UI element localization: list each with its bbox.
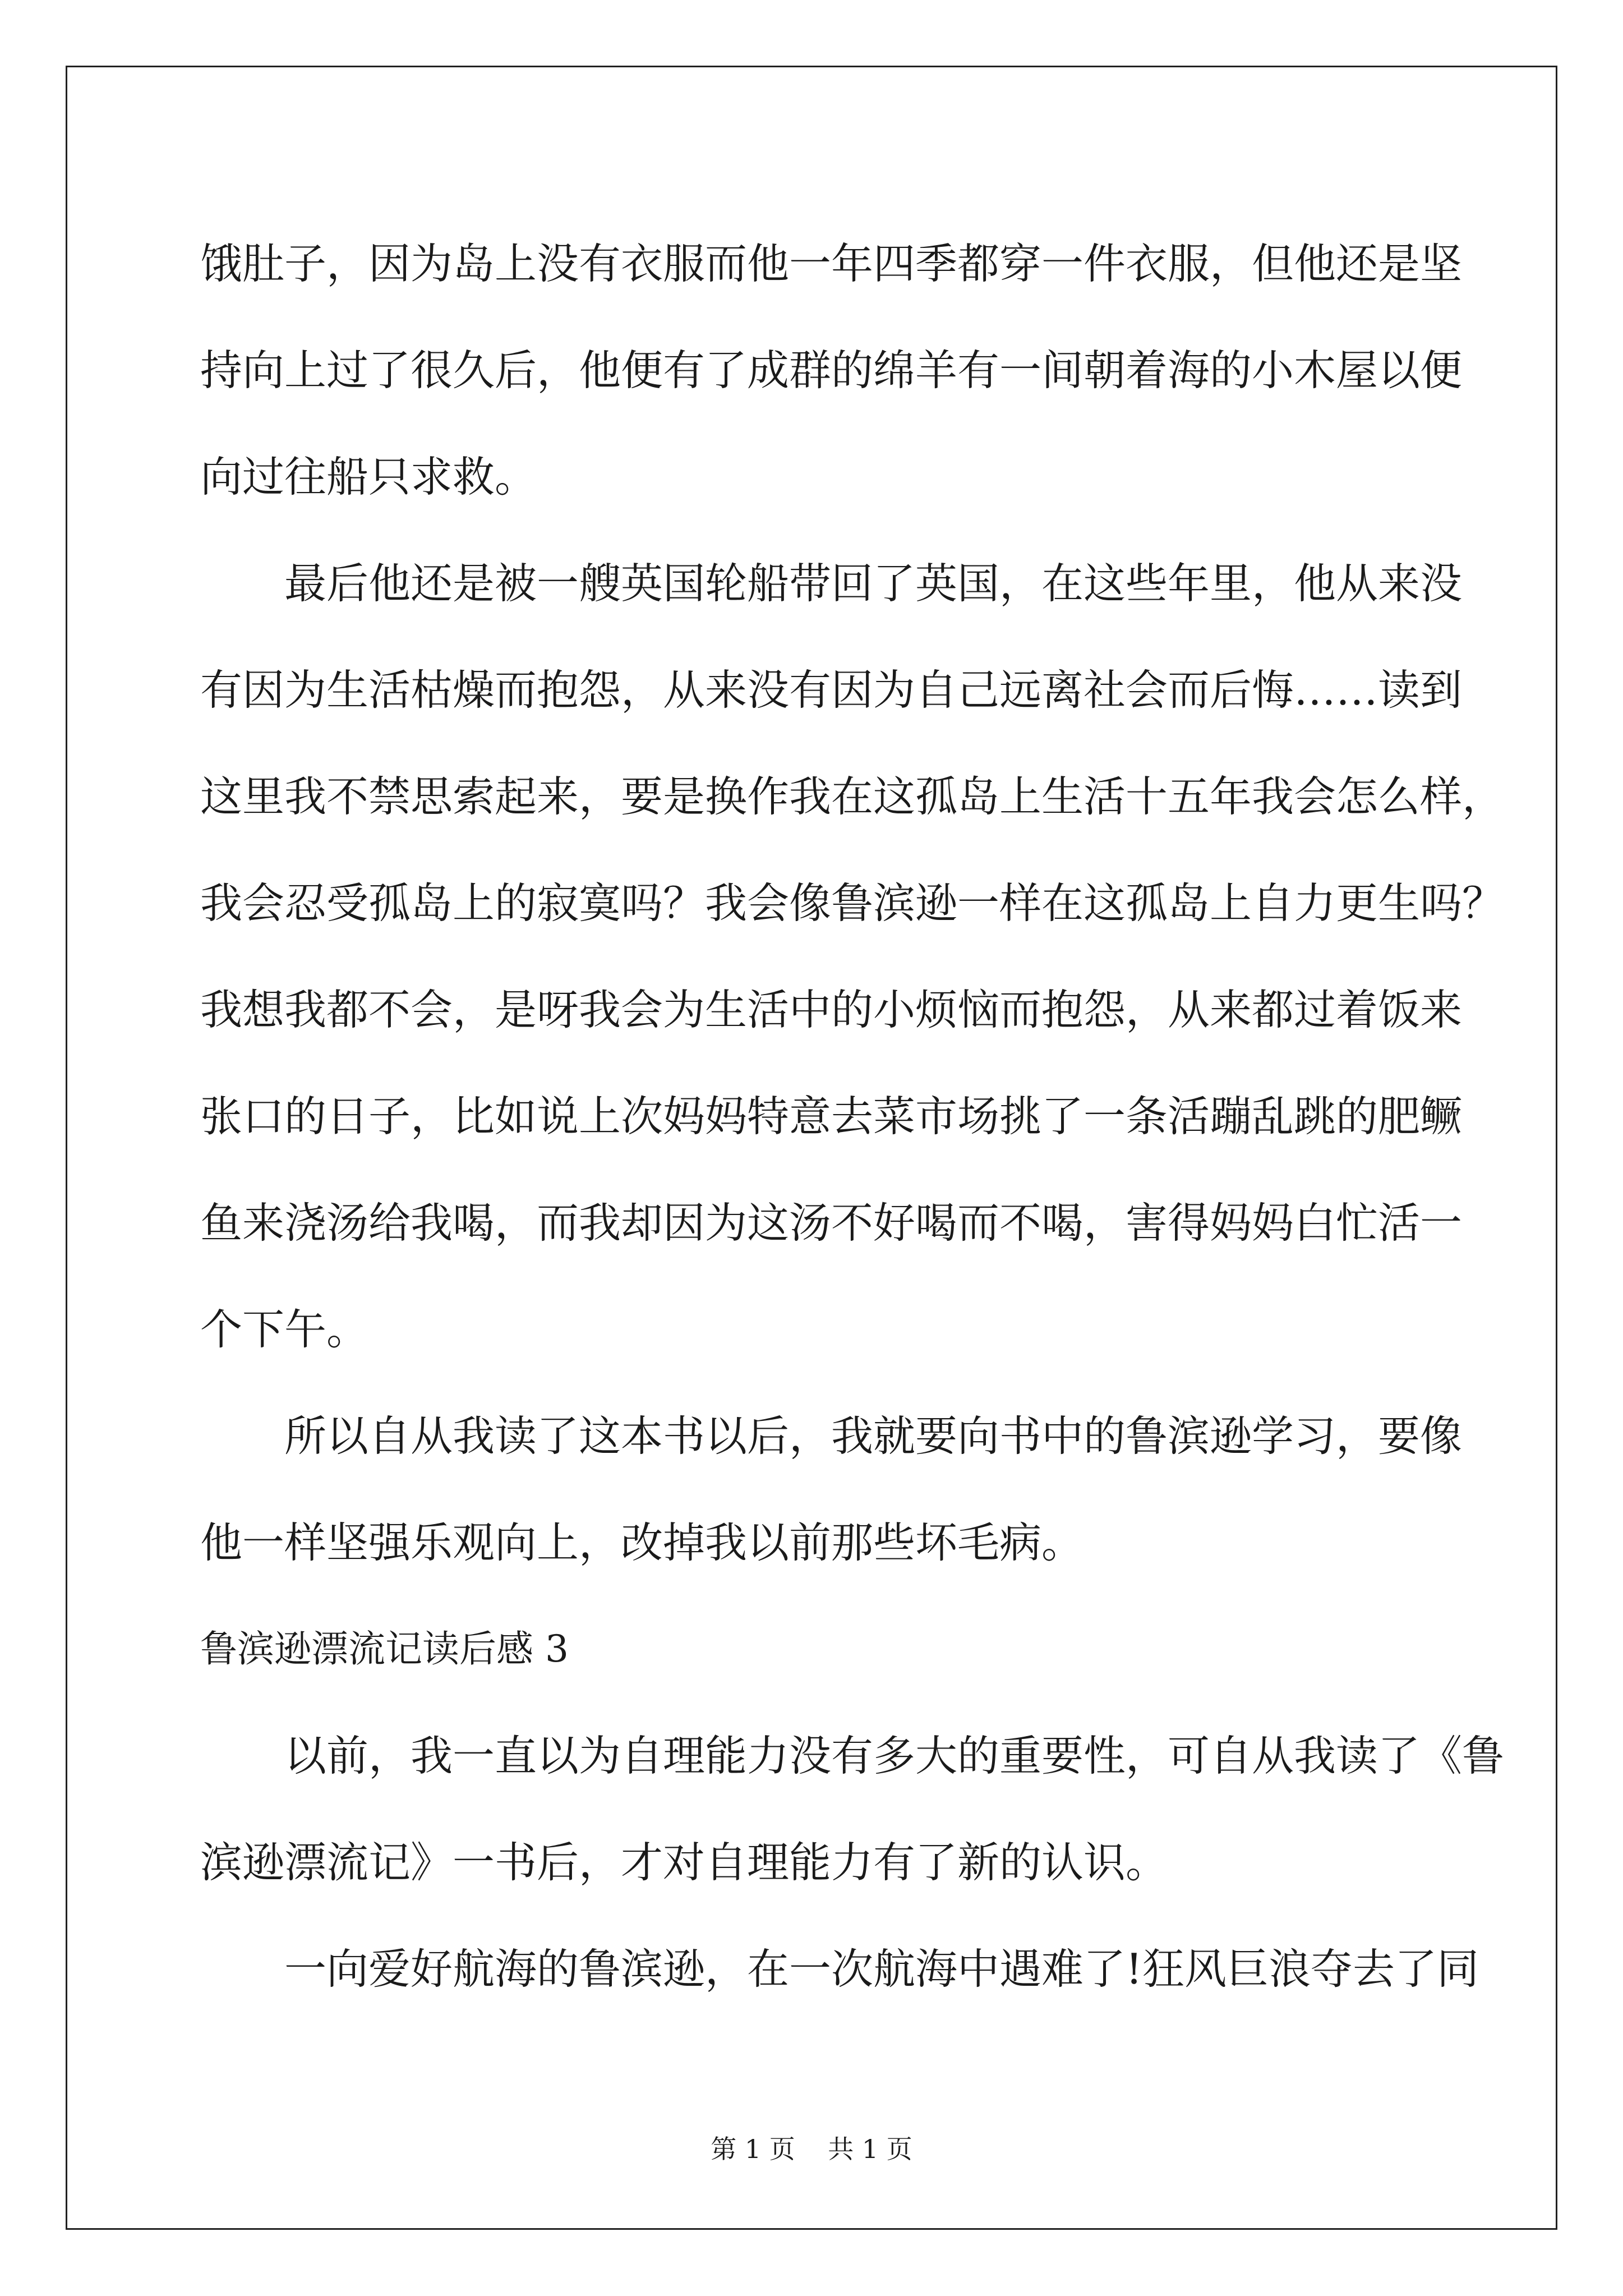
- text-line: 这里我不禁思索起来，要是换作我在这孤岛上生活十五年我会怎么样，: [200, 772, 1505, 821]
- paragraph-start-line: 一向爱好航海的鲁滨逊，在一次航海中遇难了!狂风巨浪夺去了同: [284, 1944, 1479, 1994]
- text-line: 饿肚子，因为岛上没有衣服而他一年四季都穿一件衣服，但他还是坚: [200, 239, 1463, 288]
- document-body: [200, 210, 1505, 2022]
- paragraph-start-line: 最后他还是被一艘英国轮船带回了英国，在这些年里，他从来没: [284, 559, 1463, 608]
- text-line: 向过往船只求救。: [200, 452, 537, 501]
- section-heading: 鲁滨逊漂流记读后感 3: [200, 1627, 569, 1671]
- text-line: 我想我都不会，是呀我会为生活中的小烦恼而抱怨，从来都过着饭来: [200, 985, 1463, 1034]
- text-line: 张口的日子，比如说上次妈妈特意去菜市场挑了一条活蹦乱跳的肥鳜: [200, 1092, 1463, 1141]
- page-number-footer: 第 1 页 共 1 页: [711, 2134, 912, 2164]
- text-line: 鱼来浇汤给我喝，而我却因为这汤不好喝而不喝，害得妈妈白忙活一: [200, 1198, 1463, 1248]
- paragraph-start-line: 所以自从我读了这本书以后，我就要向书中的鲁滨逊学习，要像: [284, 1411, 1463, 1461]
- text-line: 我会忍受孤岛上的寂寞吗？我会像鲁滨逊一样在这孤岛上自力更生吗？: [200, 878, 1505, 928]
- text-line: 个下午。: [200, 1305, 369, 1354]
- text-line: 他一样坚强乐观向上，改掉我以前那些坏毛病。: [200, 1518, 1084, 1567]
- text-line: 滨逊漂流记》一书后，才对自理能力有了新的认识。: [200, 1838, 1168, 1887]
- text-line: 持向上过了很久后，他便有了成群的绵羊有一间朝着海的小木屋以便: [200, 346, 1463, 395]
- paragraph-start-line: 以前，我一直以为自理能力没有多大的重要性，可自从我读了《鲁: [284, 1731, 1505, 1780]
- text-line: 有因为生活枯燥而抱怨，从来没有因为自己远离社会而后悔……读到: [200, 665, 1463, 715]
